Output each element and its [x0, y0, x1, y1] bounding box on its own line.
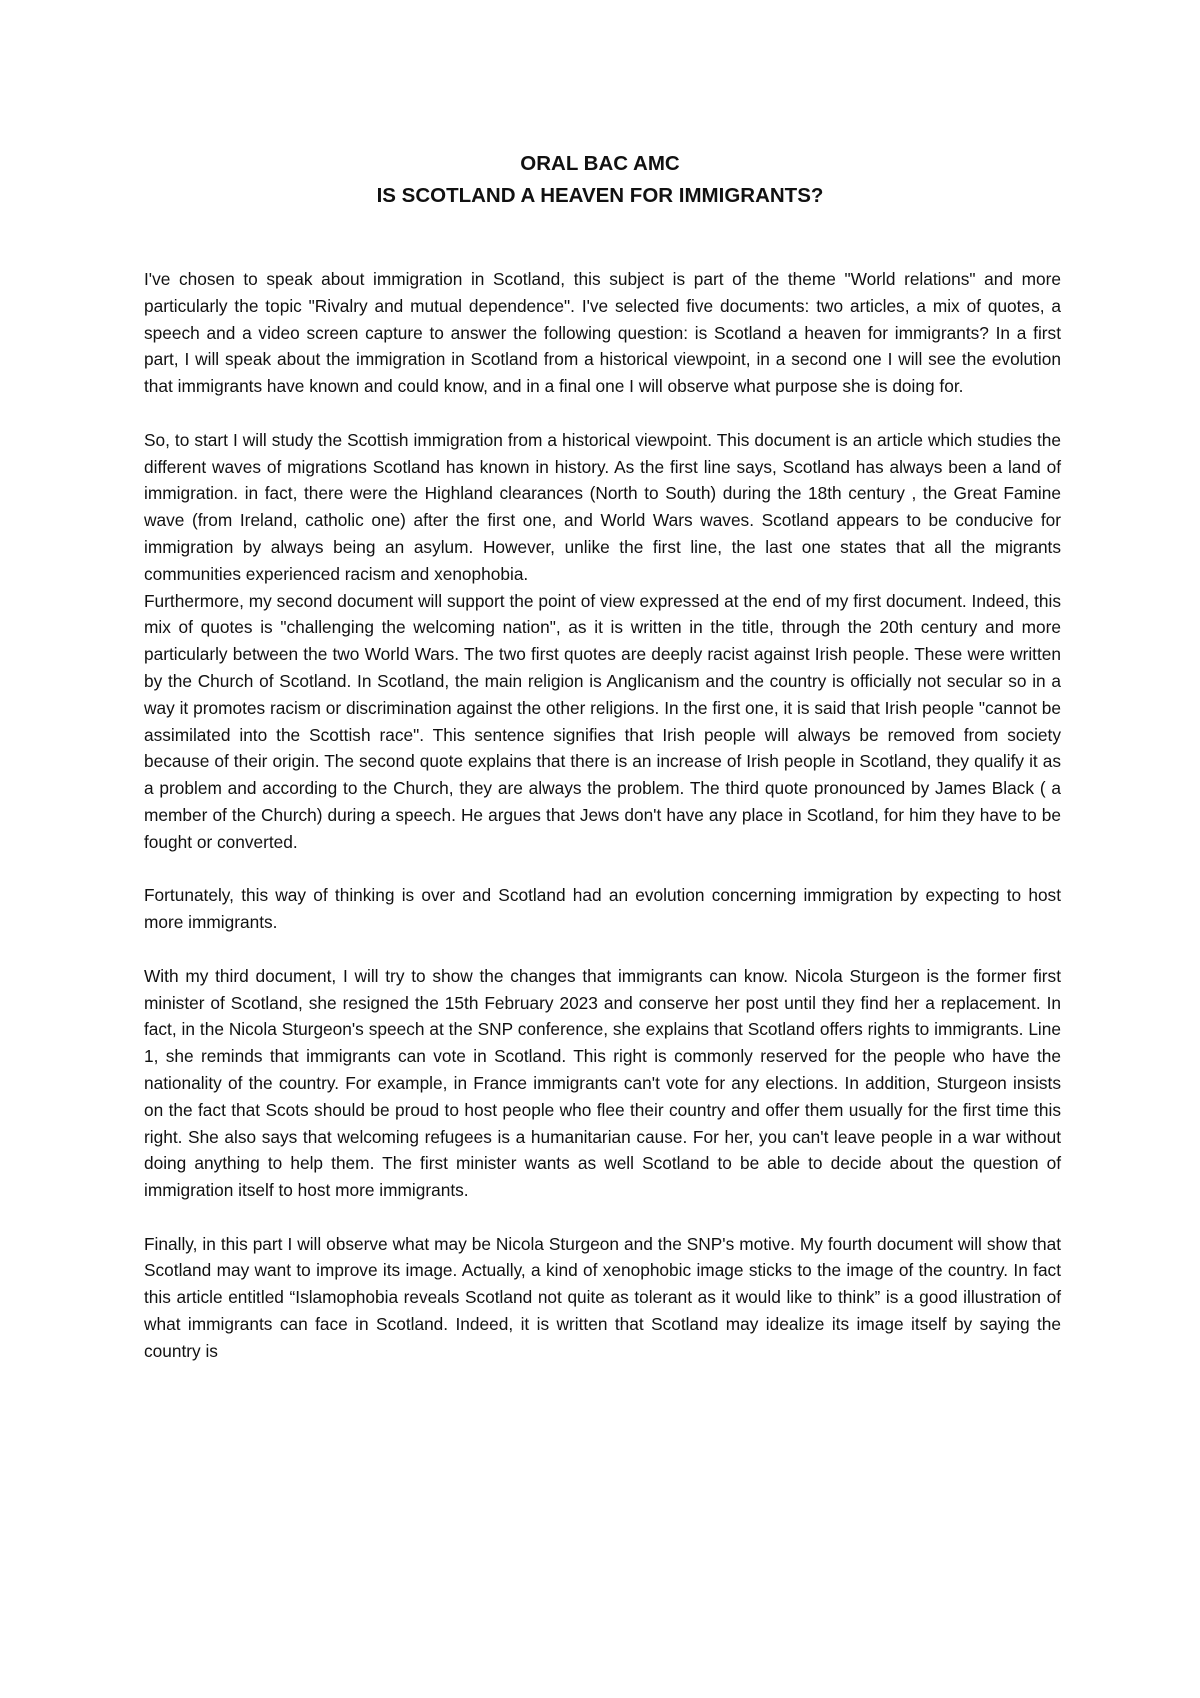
paragraph-fourth-document: Finally, in this part I will observe what may be Nicola Sturgeon and the SNP's motive. My fourth document will show that Scotland may want to improve its image. Actually, a kind of xenophobic image sticks to the image of the country. In fact this article entitled “Islamophobia reveals Scotland not quite as tolerant as it would like to think” is a good illustration of what immigrants can face in Scotland. Indeed, it is written that Scotland may idealize its image itself by saying the country is	[144, 1233, 1061, 1361]
paragraph-second-document: Furthermore, my second document will support the point of view expressed at the end of my first document. Indeed, this mix of quotes is "challenging the welcoming nation", as it is written in the title, through the 20th century and more particularly between the two World Wars. The two first quotes are deeply racist against Irish people. These were written by the Church of Scotland. In Scotland, the main religion is Anglicanism and the country is officially not secular so in a way it promotes racism or discrimination against the other religions. In the first one, it is said that Irish people "cannot be assimilated into the Scottish race". This sentence signifies that Irish people will always be removed from society because of their origin. The second quote explains that there is an increase of Irish people in Scotland, they qualify it as a problem and according to the Church, they are always the problem. The third quote pronounced by James Black ( a member of the Church) during a speech. He argues that Jews don't have any place in Scotland, for him they have to be fought or converted.	[144, 590, 1061, 852]
title-line-1: ORAL BAC AMC	[520, 152, 680, 175]
document-title	[0, 148, 1200, 212]
paragraph-introduction: I've chosen to speak about immigration in Scotland, this subject is part of the theme "World relations" and more particularly the topic "Rivalry and mutual dependence". I've selected five documents: two articles, a mix of quotes, a speech and a video screen capture to answer the following question: is Scotland a heaven for immigrants? In a first part, I will speak about the immigration in Scotland from a historical viewpoint, in a second one I will see the evolution that immigrants have known and could know, and in a final one I will observe what purpose she is doing for.	[144, 269, 1061, 397]
paragraph-transition: Fortunately, this way of thinking is over and Scotland had an evolution concerning immigration by expecting to host more immigrants.	[144, 885, 1061, 933]
title-line-2: IS SCOTLAND A HEAVEN FOR IMMIGRANTS?	[376, 184, 824, 207]
document-body	[144, 266, 1061, 1365]
paragraph-third-document: With my third document, I will try to show the changes that immigrants can know. Nicola Sturgeon is the former first minister of Scotland, she resigned the 15th February 2023 and conserve her post until they find her a replacement. In fact, in the Nicola Sturgeon's speech at the SNP conference, she explains that Scotland offers rights to immigrants. Line 1, she reminds that immigrants can vote in Scotland. This right is commonly reserved for the people who have the nationality of the country. For example, in France immigrants can't vote for any elections. In addition, Sturgeon insists on the fact that Scots should be proud to host people who flee their country and offer them usually for the first time this right. She also says that welcoming refugees is a humanitarian cause. For her, you can't leave people in a war without doing anything to help them. The first minister wants as well Scotland to be able to decide about the question of immigration itself to host more immigrants.	[144, 965, 1061, 1201]
paragraph-historical-viewpoint: So, to start I will study the Scottish immigration from a historical viewpoint. This document is an article which studies the different waves of migrations Scotland has known in history. As the first line says, Scotland has always been a land of immigration. in fact, there were the Highland clearances (North to South) during the 18th century , the Great Famine wave (from Ireland, catholic one) after the first one, and World Wars waves. Scotland appears to be conducive for immigration by always being an asylum. However, unlike the first line, the last one states that all the migrants communities experienced racism and xenophobia.	[144, 429, 1061, 584]
